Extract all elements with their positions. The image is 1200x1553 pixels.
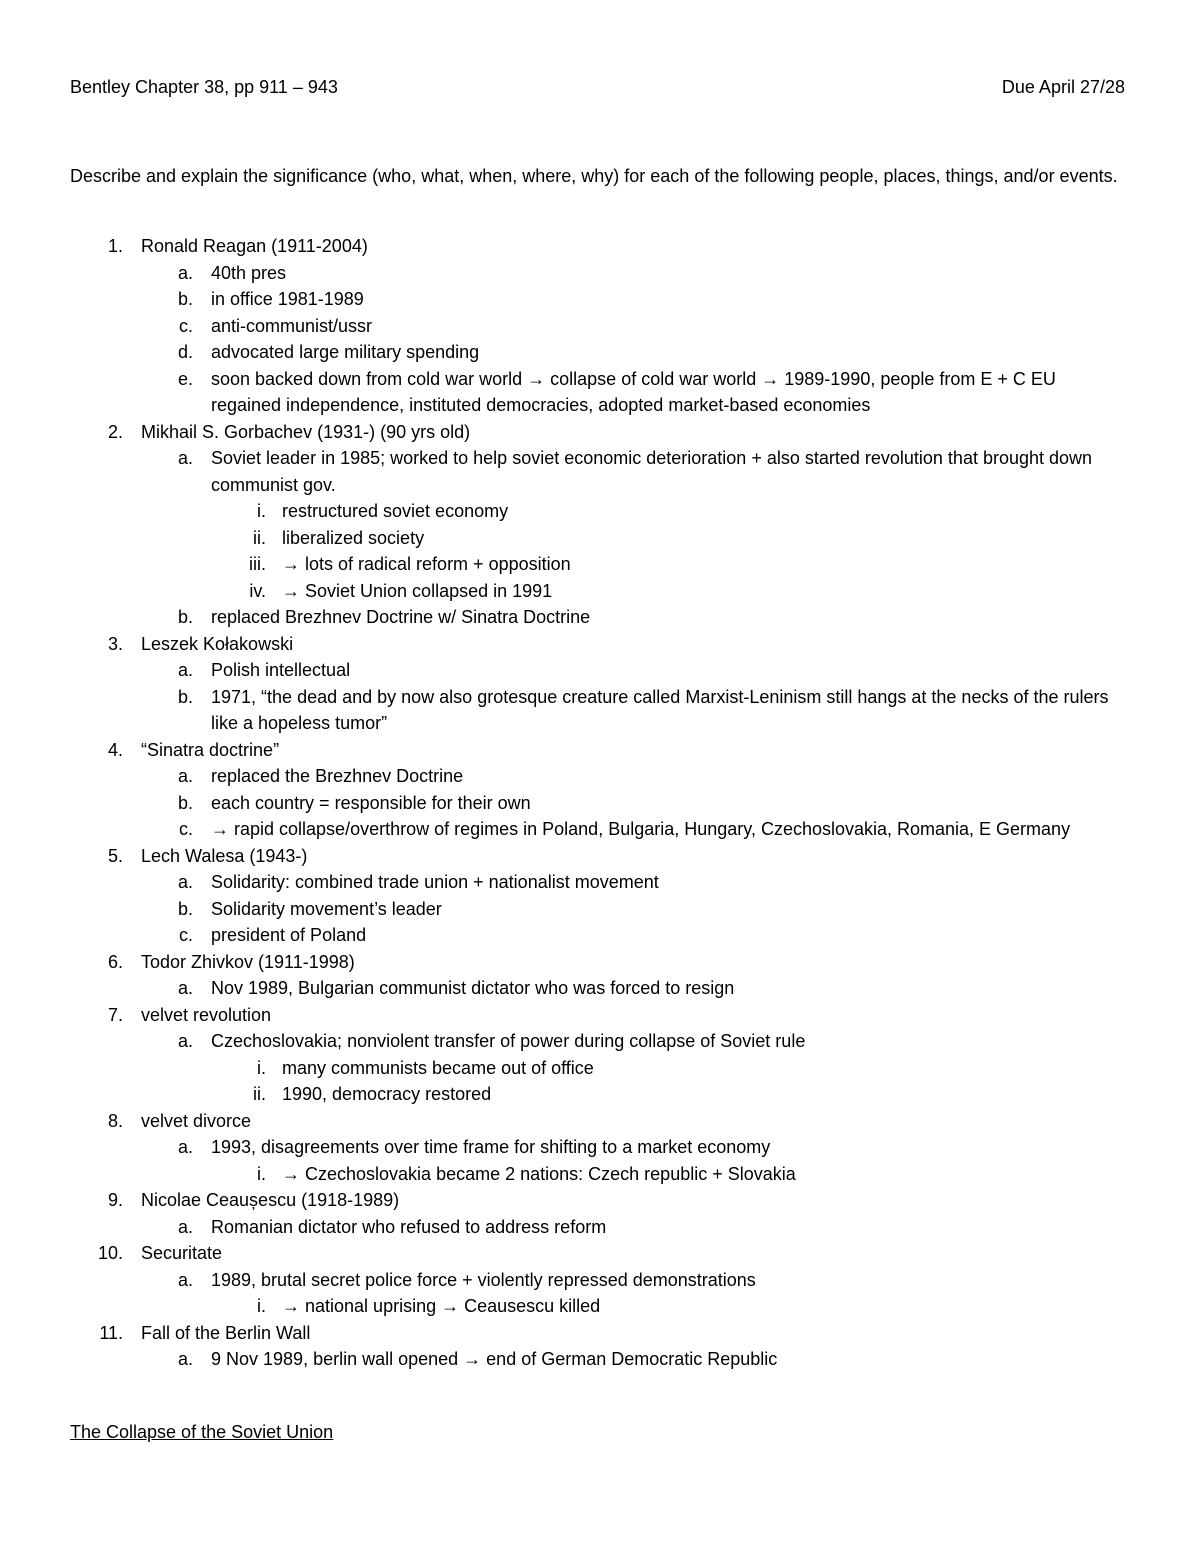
list-marker: a.	[177, 978, 193, 998]
list-marker: c.	[178, 925, 193, 945]
list-marker: e.	[177, 368, 193, 389]
list-marker: 4.	[107, 739, 123, 760]
list-text: Todor Zhivkov (1911-1998)	[141, 951, 355, 972]
list-marker: a.	[177, 872, 193, 892]
outline-item	[70, 1240, 1130, 1267]
list-text: 1989, brutal secret police force + violently repressed demonstrations	[211, 1269, 756, 1290]
list-marker: a.	[177, 1031, 193, 1051]
instructions-paragraph: Describe and explain the significance (who, what, when, where, why) for each of the following people, places, things, and/or events.	[70, 166, 1118, 186]
list-marker: b.	[177, 289, 193, 309]
list-marker: 8.	[107, 1110, 123, 1131]
outline-subsubitem	[70, 551, 1130, 578]
outline-subitem	[70, 657, 1130, 684]
list-text: → Soviet Union collapsed in 1991	[282, 580, 553, 601]
due-date: Due April 27/28	[1001, 77, 1125, 97]
list-marker: 10.	[97, 1243, 123, 1263]
list-marker: iv.	[249, 580, 266, 601]
outline-subitem	[70, 1346, 1130, 1373]
outline-subitem	[70, 366, 1130, 419]
outline-item	[70, 843, 1130, 870]
list-marker: i.	[257, 1057, 266, 1078]
list-marker: a.	[177, 766, 193, 786]
outline-subitem	[70, 260, 1130, 287]
list-text: velvet revolution	[141, 1004, 272, 1025]
outline-item	[70, 737, 1130, 764]
outline-subsubitem	[70, 578, 1130, 605]
list-text: Solidarity movement’s leader	[211, 898, 442, 919]
list-marker: 2.	[107, 421, 123, 442]
outline-subitem	[70, 790, 1130, 817]
list-text: anti-communist/ussr	[211, 315, 373, 336]
list-text: Securitate	[141, 1243, 223, 1263]
list-text: Solidarity: combined trade union + nationalist movement	[211, 872, 659, 892]
list-text: 9 Nov 1989, berlin wall opened → end of German Democratic Republic	[211, 1349, 778, 1369]
assignment-title: Bentley Chapter 38, pp 911 – 943	[70, 77, 338, 97]
list-marker: a.	[177, 1216, 193, 1237]
page-header	[70, 75, 1125, 99]
outline-subitem	[70, 286, 1130, 313]
list-text: in office 1981-1989	[211, 289, 364, 309]
outline-item	[70, 1320, 1130, 1347]
outline-item	[70, 1002, 1130, 1029]
outline-subitem	[70, 816, 1130, 843]
list-marker: d.	[177, 342, 193, 362]
list-marker: 7.	[107, 1004, 123, 1025]
outline-subitem	[70, 763, 1130, 790]
list-text: Nov 1989, Bulgarian communist dictator who was forced to resign	[211, 978, 735, 998]
outline-subitem	[70, 869, 1130, 896]
outline-item	[70, 419, 1130, 446]
outline-subsubitem	[70, 498, 1130, 525]
list-marker: b.	[177, 898, 193, 919]
list-marker: a.	[177, 660, 193, 680]
list-text: advocated large military spending	[211, 342, 480, 362]
list-text: → national uprising → Ceausescu killed	[282, 1296, 601, 1316]
list-text: many communists became out of office	[282, 1057, 594, 1078]
list-marker: iii.	[249, 554, 266, 574]
section-heading: The Collapse of the Soviet Union	[70, 1422, 334, 1442]
list-text: soon backed down from cold war world → collapse of cold war world → 1989-1990, people from E + C EU regained independence, instituted democracies, adopted market-based economies	[211, 368, 1056, 415]
outline-subitem	[70, 1028, 1130, 1055]
list-marker: b.	[177, 607, 193, 627]
list-text: Mikhail S. Gorbachev (1931-) (90 yrs old)	[141, 421, 471, 442]
list-text: Romanian dictator who refused to address reform	[211, 1216, 607, 1237]
term-outline-list	[70, 233, 1130, 1373]
list-text: Lech Walesa (1943-)	[141, 845, 308, 866]
list-text: Fall of the Berlin Wall	[141, 1322, 311, 1343]
outline-item	[70, 233, 1130, 260]
outline-subitem	[70, 896, 1130, 923]
outline-item	[70, 631, 1130, 658]
list-marker: i.	[257, 1296, 266, 1316]
list-text: velvet divorce	[141, 1110, 252, 1131]
list-marker: 6.	[107, 951, 123, 972]
outline-subitem	[70, 313, 1130, 340]
list-text: replaced Brezhnev Doctrine w/ Sinatra Doctrine	[211, 607, 591, 627]
list-marker: 1.	[107, 236, 123, 256]
list-marker: i.	[257, 1163, 266, 1184]
outline-subsubitem	[70, 1055, 1130, 1082]
list-marker: i.	[257, 501, 266, 521]
list-marker: ii.	[253, 1084, 266, 1104]
list-text: liberalized society	[282, 527, 425, 548]
list-marker: 3.	[107, 633, 123, 654]
outline-subitem	[70, 604, 1130, 631]
list-marker: ii.	[253, 527, 266, 548]
outline-item	[70, 1187, 1130, 1214]
outline-subsubitem	[70, 525, 1130, 552]
outline-subitem	[70, 684, 1130, 737]
list-text: replaced the Brezhnev Doctrine	[211, 766, 464, 786]
outline-subsubitem	[70, 1293, 1130, 1320]
list-marker: 9.	[107, 1190, 123, 1210]
list-text: Soviet leader in 1985; worked to help soviet economic deterioration + also started revolution that brought down communist gov.	[211, 448, 1093, 495]
outline-subsubitem	[70, 1081, 1130, 1108]
list-marker: a.	[177, 1349, 193, 1369]
list-marker: a.	[177, 1137, 193, 1157]
list-text: Leszek Kołakowski	[141, 633, 294, 654]
list-text: 40th pres	[211, 262, 287, 283]
list-text: Czechoslovakia; nonviolent transfer of power during collapse of Soviet rule	[211, 1031, 806, 1051]
list-text: Polish intellectual	[211, 660, 351, 680]
list-marker: a.	[177, 1269, 193, 1290]
list-text: 1990, democracy restored	[282, 1084, 492, 1104]
outline-item	[70, 949, 1130, 976]
list-text: → rapid collapse/overthrow of regimes in Poland, Bulgaria, Hungary, Czechoslovakia, Romania, E Germany	[211, 819, 1071, 839]
outline-subitem	[70, 445, 1130, 498]
list-text: restructured soviet economy	[282, 501, 509, 521]
list-marker: b.	[177, 686, 193, 707]
list-text: president of Poland	[211, 925, 367, 945]
outline-subitem	[70, 975, 1130, 1002]
list-marker: c.	[178, 819, 193, 839]
outline-subitem	[70, 339, 1130, 366]
list-text: 1971, “the dead and by now also grotesque creature called Marxist-Leninism still hangs at the necks of the rulers like a hopeless tumor”	[211, 686, 1109, 733]
list-marker: c.	[178, 315, 193, 336]
list-text: Nicolae Ceaușescu (1918-1989)	[141, 1190, 400, 1210]
list-marker: 11.	[99, 1322, 123, 1343]
outline-subitem	[70, 1134, 1130, 1161]
list-marker: b.	[177, 792, 193, 813]
list-marker: a.	[177, 448, 193, 468]
list-text: Ronald Reagan (1911-2004)	[141, 236, 368, 256]
list-text: → lots of radical reform + opposition	[282, 554, 571, 574]
list-text: → Czechoslovakia became 2 nations: Czech republic + Slovakia	[282, 1163, 796, 1184]
outline-subitem	[70, 1267, 1130, 1294]
outline-item	[70, 1108, 1130, 1135]
list-text: each country = responsible for their own	[211, 792, 531, 813]
outline-subitem	[70, 1214, 1130, 1241]
list-marker: a.	[177, 262, 193, 283]
list-marker: 5.	[107, 845, 123, 866]
list-text: “Sinatra doctrine”	[141, 739, 280, 760]
outline-subitem	[70, 922, 1130, 949]
list-text: 1993, disagreements over time frame for shifting to a market economy	[211, 1137, 771, 1157]
outline-subsubitem	[70, 1161, 1130, 1188]
